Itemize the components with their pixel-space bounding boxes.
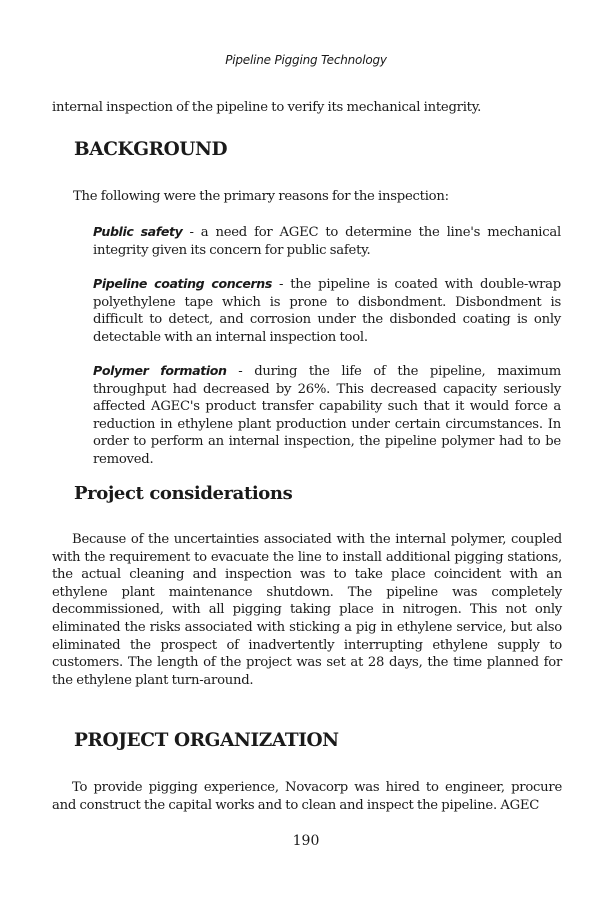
reason-text: - the pipeline is coated with double-wrap polyethylene tape which is prone to disbondment. Disbondment is difficult to detect, and corrosion under the disbonded coating is only detectable with an internal inspection tool. xyxy=(93,277,561,345)
organization-paragraph: To provide pigging experience, Novacorp was hired to engineer, procure and construct the capital works and to clean and inspect the pipeline. AGEC xyxy=(52,780,562,813)
running-title: Pipeline Pigging Technology xyxy=(225,53,387,67)
reason-pipeline-coating xyxy=(93,275,561,346)
reason-text: - during the life of the pipeline, maximum throughput had decreased by 26%. This decreased capacity seriously affected AGEC's product transfer capability such that it would force a reduction in ethylene plant production under certain circumstances. In order to perform an internal inspection, the pipeline polymer had to be removed. xyxy=(93,364,561,467)
considerations-paragraph: Because of the uncertainties associated with the internal polymer, coupled with the requirement to evacuate the line to install additional pigging stations, the actual cleaning and inspection was to take place coincident with an ethylene plant maintenance shutdown. The pipeline was completely decommissioned, with all pigging taking place in nitrogen. This not only eliminated the risks associated with sticking a pig in ethylene service, but also eliminated the prospect of inadvertently interrupting ethylene supply to customers. The length of the project was set at 28 days, the time planned for the ethylene plant turn-around. xyxy=(52,532,562,688)
background-heading: BACKGROUND xyxy=(74,139,228,160)
reason-term: Pipeline coating concerns xyxy=(93,276,272,291)
reason-term: Public safety xyxy=(93,224,183,239)
organization-heading: PROJECT ORGANIZATION xyxy=(74,730,339,751)
page-number: 190 xyxy=(292,833,320,849)
reason-term: Polymer formation xyxy=(93,363,227,378)
considerations-heading: Project considerations xyxy=(74,483,293,504)
intro-continuation: internal inspection of the pipeline to verify its mechanical integrity. xyxy=(52,100,482,115)
reason-text: - a need for AGEC to determine the line's mechanical integrity given its concern for public safety. xyxy=(93,225,561,258)
background-lead: The following were the primary reasons for the inspection: xyxy=(73,189,449,204)
reason-polymer-formation xyxy=(93,362,561,469)
reason-public-safety xyxy=(93,223,561,259)
